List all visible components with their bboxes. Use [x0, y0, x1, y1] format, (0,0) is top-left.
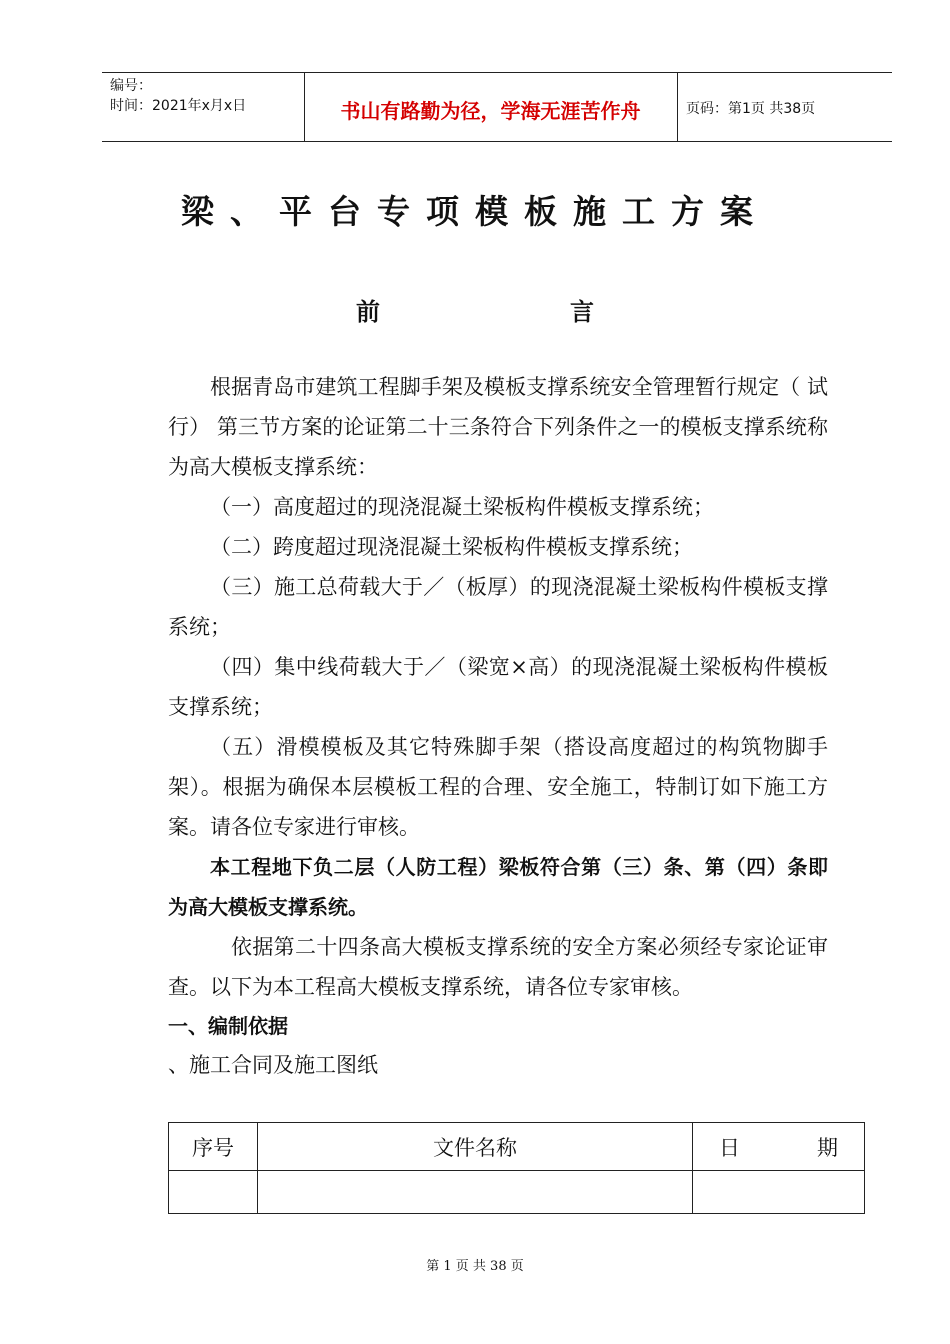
paragraph-intro: 根据青岛市建筑工程脚手架及模板支撑系统安全管理暂行规定（ 试 行） 第三节方案的论证第二十三条符合下列条件之一的模板支撑系统称为高大模板支撑系统： [168, 375, 828, 479]
page-header [102, 72, 892, 142]
document-title: 梁、平台专项模板施工方案 [181, 192, 769, 231]
paragraph-condition-3: （三）施工总荷载大于／（板厚）的现浇混凝土梁板构件模板支撑系统； [168, 575, 828, 639]
document-time: 时间：2021年x月x日 [110, 98, 247, 114]
table-cell-date [693, 1171, 865, 1214]
table-header-date [693, 1123, 865, 1171]
paragraph-condition-4: （四）集中线荷载大于／（梁宽×高）的现浇混凝土梁板构件模板支撑系统； [168, 655, 828, 719]
paragraph-project-statement: 本工程地下负二层（人防工程）梁板符合第（三）条、第（四）条即为高大模板支撑系统。 [168, 855, 828, 919]
preface-heading-left: 前 [356, 298, 380, 326]
paragraph-review-requirement: 依据第二十四条高大模板支撑系统的安全方案必须经专家论证审查。以下为本工程高大模板支撑系统，请各位专家审核。 [168, 935, 828, 999]
table-cell-no [169, 1171, 258, 1214]
header-page-code: 页码：第1页 共38页 [686, 101, 816, 117]
section-title-basis: 一、编制依据 [168, 1014, 288, 1038]
table-header-date-left: 日 [719, 1135, 740, 1160]
paragraph-condition-5: （五）滑模模板及其它特殊脚手架（搭设高度超过的构筑物脚手架）。根据为确保本层模板工程的合理、安全施工，特制订如下施工方案。请各位专家进行审核。 [168, 735, 828, 839]
document-number: 编号： [110, 78, 152, 94]
table-header-date-right: 期 [817, 1135, 838, 1160]
preface-heading [0, 292, 950, 327]
section-subtitle-contract: 、施工合同及施工图纸 [168, 1053, 378, 1077]
table-row [169, 1171, 865, 1214]
document-body [168, 367, 828, 1085]
table-cell-name [258, 1171, 693, 1214]
table-header-no: 序号 [169, 1123, 258, 1171]
table-header-name: 文件名称 [258, 1123, 693, 1171]
header-info-cell [102, 73, 305, 141]
paragraph-condition-1: （一）高度超过的现浇混凝土梁板构件模板支撑系统； [210, 495, 714, 519]
paragraph-condition-2: （二）跨度超过现浇混凝土梁板构件模板支撑系统； [210, 535, 693, 559]
preface-heading-right: 言 [570, 298, 594, 326]
header-motto-cell [304, 73, 678, 141]
header-motto: 书山有路勤为径，学海无涯苦作舟 [340, 99, 641, 123]
header-page-cell [677, 73, 892, 141]
page-footer: 第 1 页 共 38 页 [426, 1259, 524, 1274]
table-header-row [169, 1123, 865, 1171]
documents-table [168, 1122, 865, 1214]
